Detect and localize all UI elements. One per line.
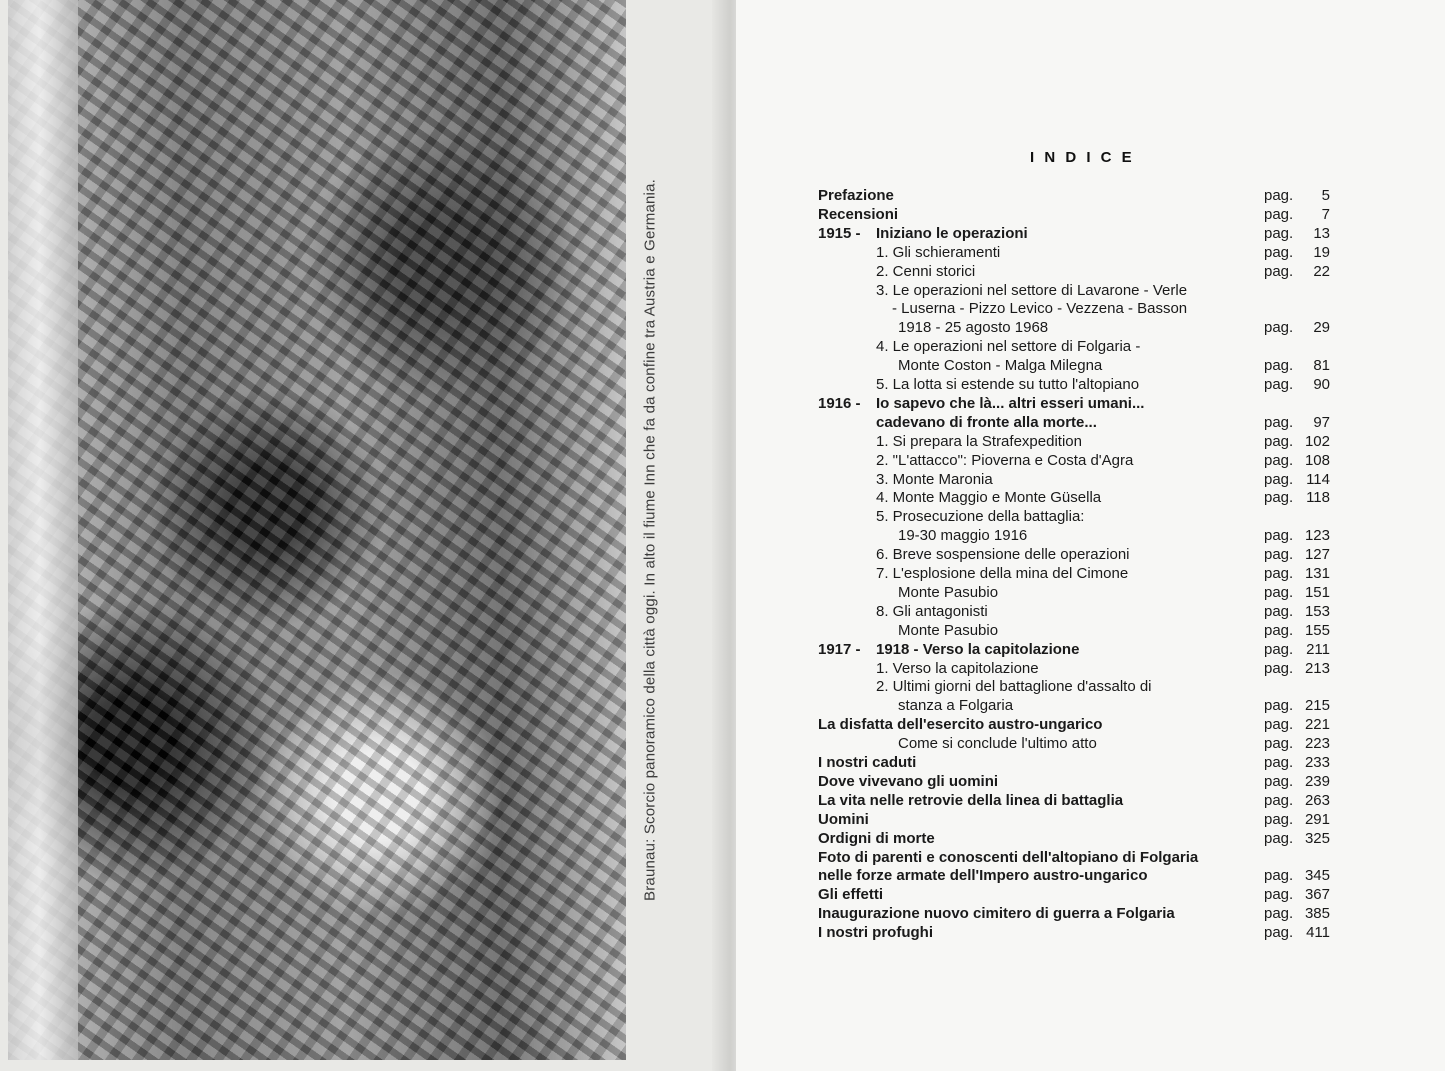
toc-entry: [818, 356, 1330, 375]
toc-page-number: 233: [1304, 754, 1330, 771]
toc-label: La vita nelle retrovie della linea di battaglia: [818, 791, 1124, 809]
toc-page-number: 151: [1304, 583, 1330, 601]
toc-entry: [818, 186, 1330, 205]
toc-entry: [818, 810, 1330, 829]
toc-page-number: 155: [1304, 621, 1330, 639]
toc-page-number: 263: [1304, 791, 1330, 809]
toc-label: 1918 - 25 agosto 1968: [898, 319, 1049, 337]
toc-pag-prefix: pag.: [1264, 810, 1294, 828]
index-title: I N D I C E: [1030, 149, 1135, 166]
toc-entry: [818, 772, 1330, 791]
toc-entry: [818, 337, 1330, 356]
toc-pag-prefix: pag.: [1264, 489, 1294, 507]
toc-label: Inaugurazione nuovo cimitero di guerra a Folgaria: [818, 905, 1175, 923]
toc-pag-prefix: pag.: [1264, 205, 1294, 223]
toc-entry: [818, 243, 1330, 262]
toc-entry: [818, 715, 1330, 734]
toc-entry: [818, 451, 1330, 470]
toc-pag-prefix: pag.: [1264, 602, 1294, 620]
toc-pag-prefix: pag.: [1264, 791, 1294, 809]
toc-label: I nostri profughi: [818, 924, 933, 942]
toc-pag-prefix: pag.: [1264, 546, 1294, 564]
toc-page-number: 345: [1304, 867, 1330, 885]
toc-label: Iniziano le operazioni: [876, 224, 1028, 242]
toc-page-number: 367: [1304, 886, 1330, 904]
toc-pag-prefix: pag.: [1264, 621, 1294, 639]
toc-pag-prefix: pag.: [1264, 224, 1294, 242]
toc-label: Foto di parenti e conoscenti dell'altopiano di Folgaria: [818, 848, 1199, 866]
toc-label: 1. Gli schieramenti: [876, 243, 1001, 261]
toc-pag-prefix: pag.: [1264, 716, 1294, 734]
toc-page-number: 153: [1304, 602, 1330, 620]
toc-entry: [818, 866, 1330, 885]
toc-entry: [818, 281, 1330, 300]
toc-entry: [818, 734, 1330, 753]
toc-label: Dove vivevano gli uomini: [818, 772, 999, 790]
toc-label: 2. Ultimi giorni del battaglione d'assalto di: [876, 678, 1152, 696]
toc-pag-prefix: pag.: [1264, 640, 1294, 658]
toc-entry: [818, 848, 1330, 867]
toc-page-number: 239: [1304, 772, 1330, 790]
toc-label: Monte Pasubio: [898, 621, 999, 639]
toc-label: I nostri caduti: [818, 754, 917, 771]
toc-entry: [818, 885, 1330, 904]
toc-entry: [818, 602, 1330, 621]
toc-label: Gli effetti: [818, 886, 884, 904]
toc-page-number: 211: [1306, 640, 1330, 658]
toc-page-number: 108: [1304, 451, 1330, 469]
toc-label: 8. Gli antagonisti: [876, 602, 988, 620]
toc-entry: [818, 507, 1330, 526]
toc-pag-prefix: pag.: [1264, 565, 1294, 582]
toc-entry: [818, 488, 1330, 507]
toc-label: 5. Prosecuzione della battaglia:: [876, 508, 1085, 526]
toc-pag-prefix: pag.: [1264, 376, 1294, 393]
toc-page-number: 114: [1306, 470, 1330, 488]
toc-page-number: 325: [1304, 829, 1330, 847]
toc-label: 1. Verso la capitolazione: [876, 659, 1039, 677]
toc-page-number: 81: [1313, 357, 1330, 375]
toc-label: La disfatta dell'esercito austro-ungarico: [818, 716, 1103, 734]
toc-label: Io sapevo che là... altri esseri umani...: [876, 394, 1145, 412]
toc-entry: [818, 659, 1330, 678]
toc-page-number: 127: [1304, 546, 1330, 564]
toc-label: Monte Pasubio: [898, 583, 999, 601]
toc-label: 2. "L'attacco": Pioverna e Costa d'Agra: [876, 451, 1134, 469]
toc-entry: [818, 829, 1330, 848]
toc-label: Prefazione: [818, 187, 894, 204]
toc-pag-prefix: pag.: [1264, 470, 1294, 488]
toc-page-number: 118: [1306, 489, 1330, 507]
toc-label: 4. Le operazioni nel settore di Folgaria -: [876, 338, 1141, 356]
toc-entry: [818, 677, 1330, 696]
toc-label: 6. Breve sospensione delle operazioni: [876, 546, 1130, 564]
toc-label: nelle forze armate dell'Impero austro-ungarico: [818, 867, 1148, 885]
toc-page-number: 13: [1313, 224, 1330, 242]
toc-page-number: 19: [1313, 243, 1330, 261]
toc-page-number: 97: [1313, 413, 1330, 431]
toc-pag-prefix: pag.: [1264, 924, 1294, 942]
toc-label: 1918 - Verso la capitolazione: [876, 640, 1080, 658]
toc-entry: [818, 904, 1330, 923]
toc-entry: [818, 205, 1330, 224]
toc-pag-prefix: pag.: [1264, 527, 1294, 545]
toc-entry: [818, 299, 1330, 318]
toc-pag-prefix: pag.: [1264, 735, 1294, 753]
toc-pag-prefix: pag.: [1264, 357, 1294, 375]
toc-page-number: 5: [1321, 187, 1330, 204]
toc-page-number: 385: [1304, 905, 1330, 923]
toc-label: 19-30 maggio 1916: [898, 527, 1028, 545]
toc-label: Ordigni di morte: [818, 829, 935, 847]
toc-entry: [818, 696, 1330, 715]
photo-caption-area: [636, 140, 664, 940]
toc-label: 5. La lotta si estende su tutto l'altopiano: [876, 376, 1140, 393]
toc-pag-prefix: pag.: [1264, 867, 1294, 885]
toc-label: 7. L'esplosione della mina del Cimone: [876, 565, 1129, 582]
toc-pag-prefix: pag.: [1264, 243, 1294, 261]
toc-pag-prefix: pag.: [1264, 772, 1294, 790]
toc-label: 4. Monte Maggio e Monte Güsella: [876, 489, 1102, 507]
toc-page-number: 22: [1313, 262, 1330, 280]
toc-page-number: 7: [1321, 205, 1330, 223]
toc-pag-prefix: pag.: [1264, 754, 1294, 771]
toc-pag-prefix: pag.: [1264, 886, 1294, 904]
toc-page-number: 411: [1306, 924, 1330, 942]
toc-label: cadevano di fronte alla morte...: [876, 413, 1097, 431]
toc-entry: [818, 375, 1330, 394]
toc-pag-prefix: pag.: [1264, 905, 1294, 923]
toc-entry: [818, 526, 1330, 545]
toc-label: 3. Le operazioni nel settore di Lavarone - Verle: [876, 281, 1188, 299]
toc-label: 1. Si prepara la Strafexpedition: [876, 432, 1082, 450]
toc-year: 1916 -: [818, 394, 861, 412]
toc-page-number: 123: [1304, 527, 1330, 545]
toc-entry: [818, 262, 1330, 281]
toc-page-number: 102: [1304, 432, 1330, 450]
toc-page-number: 213: [1304, 659, 1330, 677]
toc-year: 1915 -: [818, 224, 861, 242]
toc-page-number: 221: [1304, 716, 1330, 734]
toc-label: Uomini: [818, 810, 869, 828]
toc-pag-prefix: pag.: [1264, 829, 1294, 847]
toc-page-number: 29: [1313, 319, 1330, 337]
toc-pag-prefix: pag.: [1264, 432, 1294, 450]
toc-entry: [818, 394, 1330, 413]
river-in-photo: [8, 0, 78, 1060]
toc-entry: [818, 432, 1330, 451]
toc-pag-prefix: pag.: [1264, 319, 1294, 337]
toc-pag-prefix: pag.: [1264, 583, 1294, 601]
aerial-town-photo: [8, 0, 626, 1060]
toc-label: Recensioni: [818, 205, 899, 223]
toc-year: 1917 -: [818, 640, 861, 658]
toc-page-number: 90: [1313, 376, 1330, 393]
toc-entry: [818, 621, 1330, 640]
toc-entry: [818, 224, 1330, 243]
toc-label: 2. Cenni storici: [876, 262, 976, 280]
toc-pag-prefix: pag.: [1264, 659, 1294, 677]
toc-label: stanza a Folgaria: [898, 697, 1014, 715]
toc-entry: [818, 318, 1330, 337]
toc-page-number: 131: [1304, 565, 1330, 582]
toc-pag-prefix: pag.: [1264, 451, 1294, 469]
toc-page-number: 223: [1304, 735, 1330, 753]
toc-page-number: 291: [1304, 810, 1330, 828]
toc-pag-prefix: pag.: [1264, 413, 1294, 431]
toc-entry: [818, 923, 1330, 942]
toc-entry: [818, 791, 1330, 810]
toc-page-number: 215: [1304, 697, 1330, 715]
toc-entry: [818, 564, 1330, 583]
toc-entry: [818, 470, 1330, 489]
toc-entry: [818, 413, 1330, 432]
toc-entry: [818, 753, 1330, 772]
toc-pag-prefix: pag.: [1264, 187, 1294, 204]
toc-entry: [818, 545, 1330, 564]
toc-label: Come si conclude l'ultimo atto: [898, 735, 1097, 753]
toc-label: Monte Coston - Malga Milegna: [898, 357, 1103, 375]
photo-caption: Braunau: Scorcio panoramico della città oggi. In alto il fiume Inn che fa da confine tra Austria e Germania.: [641, 179, 659, 901]
toc-entry: [818, 583, 1330, 602]
toc-label: - Luserna - Pizzo Levico - Vezzena - Basson: [892, 300, 1188, 318]
toc-label: 3. Monte Maronia: [876, 470, 993, 488]
toc-pag-prefix: pag.: [1264, 697, 1294, 715]
toc-entry: [818, 640, 1330, 659]
toc-pag-prefix: pag.: [1264, 262, 1294, 280]
